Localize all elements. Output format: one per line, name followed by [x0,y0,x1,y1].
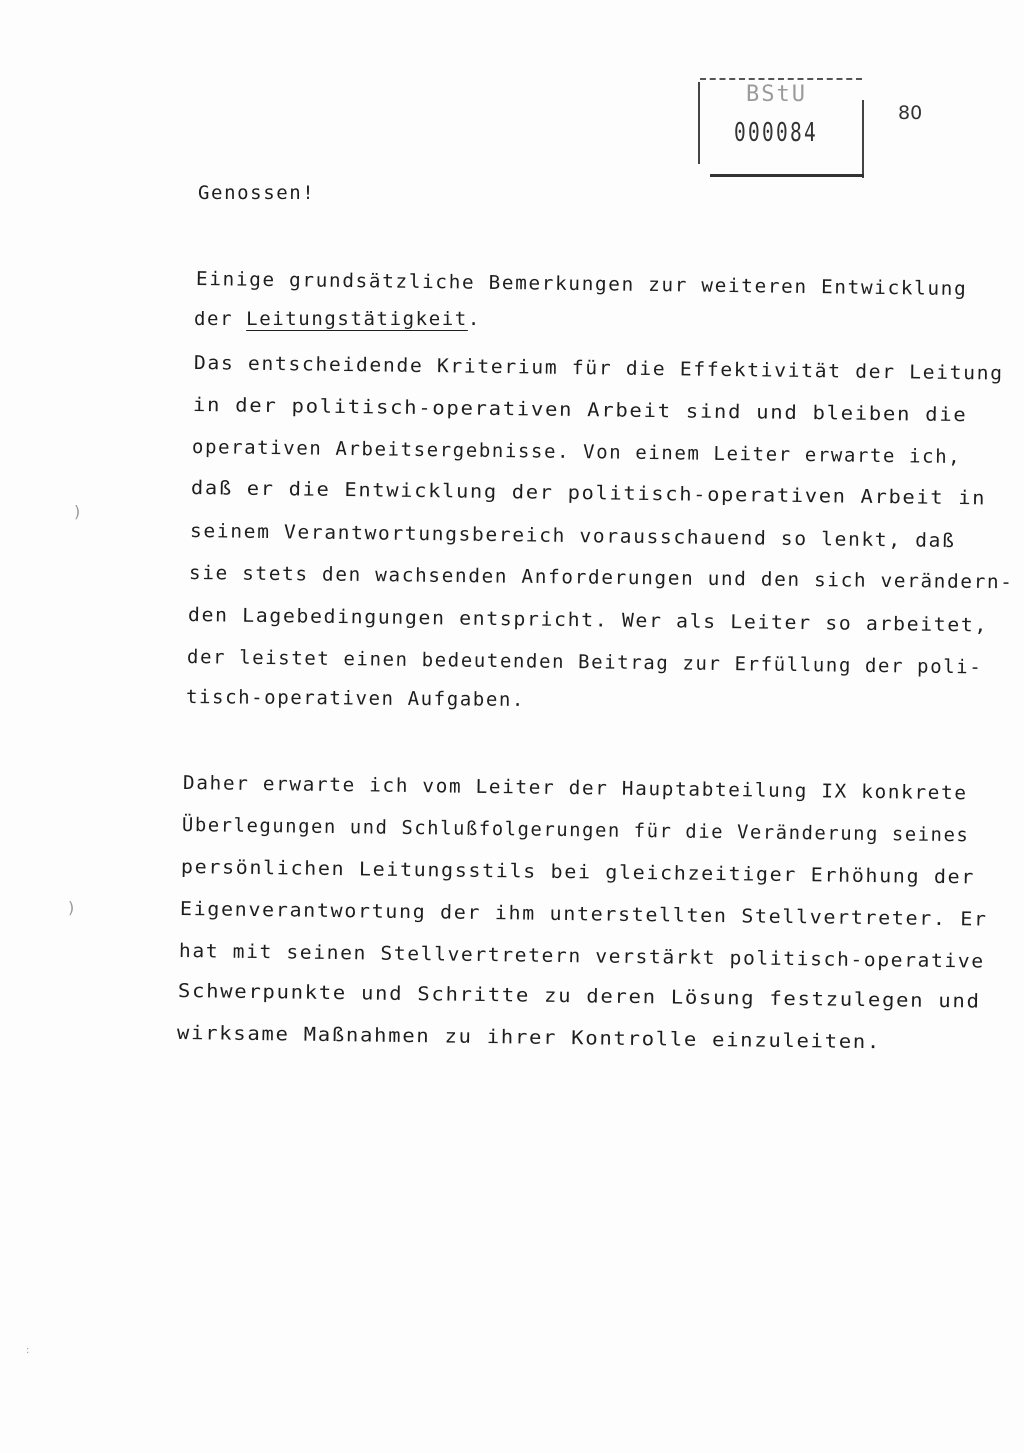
paragraph1-line4: in der politisch-operativen Arbeit sind und bleiben die [192,394,968,427]
paragraph1-line9: den Lagebedingungen entspricht. Wer als Leiter so arbeitet, [187,604,989,637]
paragraph1-line11: tisch-operativen Aufgaben. [185,686,526,711]
stamp-border-right [862,100,864,178]
page-number: 80 [898,102,923,124]
paragraph1-line10: der leistet einen bedeutenden Beitrag zur Erfüllung der poli- [186,646,983,679]
paragraph1-line5: operativen Arbeitsergebnisse. Von einem Leiter erwarte ich, [191,436,962,469]
paragraph1-line2 [194,308,481,330]
underlined-term: Leitungstätigkeit [246,308,468,330]
paragraph2-line3: persönlichen Leitungsstils bei gleichzeitiger Erhöhung der [180,856,976,889]
stamp-border-top [700,78,862,80]
paragraph1-line1: Einige grundsätzliche Bemerkungen zur weiteren Entwicklung [195,268,968,301]
paragraph2-line2: Überlegungen und Schlußfolgerungen für die Veränderung seines [181,814,970,847]
stamp-border-bottom [710,174,864,177]
paragraph2-line5: hat mit seinen Stellvertretern verstärkt politisch-operative [178,940,985,973]
paragraph1-line6: daß er die Entwicklung der politisch-operativen Arbeit in [190,477,987,510]
stamp-border-left [698,82,700,164]
line2-prefix: der [194,308,247,330]
scan-mark: ) [74,502,81,521]
stamp-code: BStU [746,82,807,107]
salutation: Genossen! [198,182,316,204]
stamp-number: 000084 [734,118,818,148]
paragraph2-line7: wirksame Maßnahmen zu ihrer Kontrolle einzuleiten. [176,1022,882,1054]
archive-stamp [694,74,866,180]
scan-mark: ) [68,898,75,917]
paragraph1-line8: sie stets den wachsenden Anforderungen und den sich verändern- [188,562,1014,594]
paragraph2-line1: Daher erwarte ich vom Leiter der Hauptabteilung IX konkrete [182,772,968,805]
scan-mark: : [26,1345,30,1356]
paragraph1-line7: seinem Verantwortungsbereich vorausschauend so lenkt, daß [189,520,956,553]
paragraph1-line3: Das entscheidende Kriterium für die Effektivität der Leitung [193,352,1004,385]
line2-suffix: . [467,308,481,330]
paragraph2-line4: Eigenverantwortung der ihm unterstellten Stellvertreter. Er [179,898,988,931]
paragraph2-line6: Schwerpunkte und Schritte zu deren Lösung festzulegen und [177,980,981,1013]
